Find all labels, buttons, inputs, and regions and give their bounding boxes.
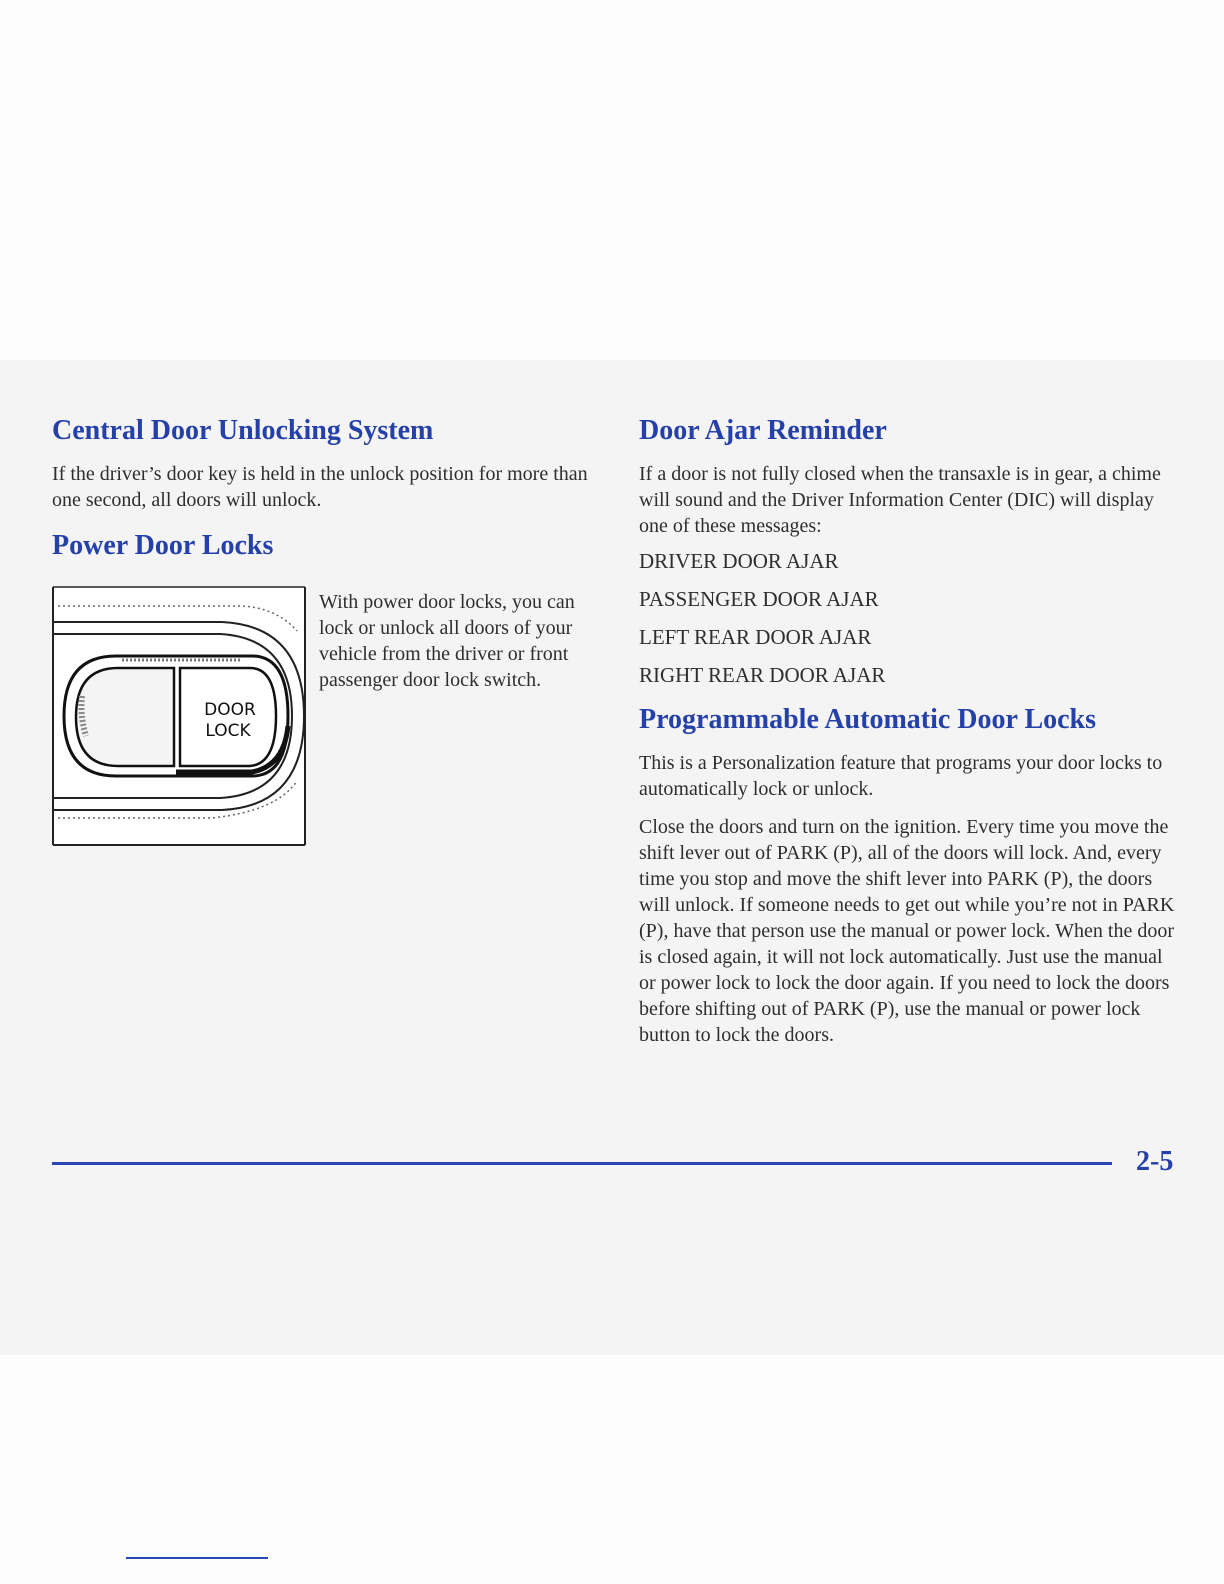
message-right-rear-door-ajar: RIGHT REAR DOOR AJAR: [639, 663, 886, 687]
page-number: 2-5: [1136, 1146, 1174, 1177]
message-passenger-door-ajar: PASSENGER DOOR AJAR: [639, 587, 879, 611]
left-column: [52, 413, 597, 886]
power-door-locks-figure-row: [52, 586, 597, 886]
programmable-instructions-text: Close the doors and turn on the ignition. Every time you move the shift lever out of PARK (P), all of the doors will lock. And, every time you stop and move the shift lever into PARK (P), the doors will unlock. If someone needs to get out while you’re not in PARK (P), have that person use the manual or power lock. When the door is closed again, it will not lock automatically. Just use the manual or power lock to lock the door again. If you need to lock the doors before shifting out of PARK (P), use the manual or power lock button to lock the doors.: [639, 816, 1175, 1046]
programmable-intro-text: This is a Personalization feature that programs your door locks to automatically lock or unlock.: [639, 752, 1163, 800]
door-lock-switch-illustration: [52, 586, 306, 846]
power-door-locks-heading: Power Door Locks: [52, 530, 274, 561]
programmable-automatic-door-locks-heading: Programmable Automatic Door Locks: [639, 704, 1097, 735]
central-door-unlocking-heading: Central Door Unlocking System: [52, 415, 434, 446]
message-driver-door-ajar: DRIVER DOOR AJAR: [639, 549, 839, 573]
footer-rule: [52, 1162, 1112, 1165]
door-ajar-reminder-heading: Door Ajar Reminder: [639, 415, 887, 446]
door-lock-label-line1: DOOR: [204, 700, 256, 720]
bottom-divider: [126, 1557, 268, 1559]
message-left-rear-door-ajar: LEFT REAR DOOR AJAR: [639, 625, 872, 649]
central-door-unlocking-text: If the driver’s door key is held in the unlock position for more than one second, all doors will unlock.: [52, 463, 588, 511]
right-column: [639, 413, 1184, 1048]
power-door-locks-text: With power door locks, you can lock or unlock all doors of your vehicle from the driver or front passenger door lock switch.: [319, 591, 575, 691]
door-lock-label-line2: LOCK: [205, 721, 251, 741]
door-ajar-reminder-text: If a door is not fully closed when the transaxle is in gear, a chime will sound and the Driver Information Center (DIC) will display one of these messages:: [639, 463, 1161, 537]
